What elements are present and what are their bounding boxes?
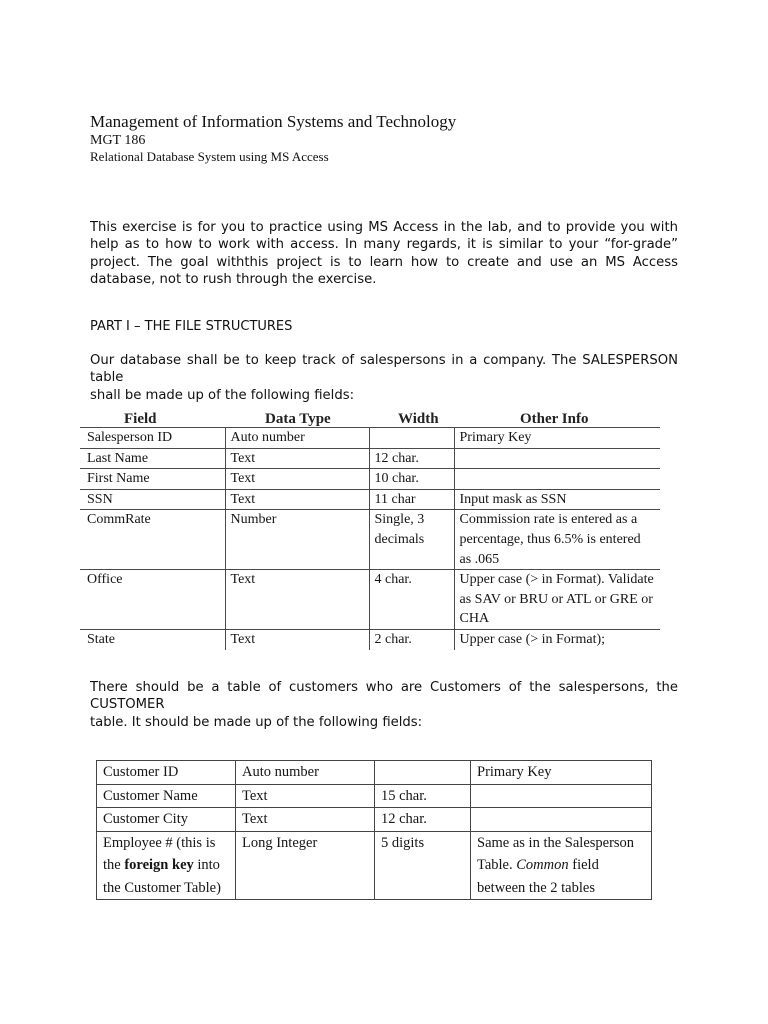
table-cell: 2 char.: [369, 629, 454, 649]
table-cell: Primary Key: [471, 761, 652, 785]
common-text-after: field between the 2 tables: [477, 857, 599, 896]
salesperson-intro-line1: Our database shall be to keep track of salespersons in a company. The SALESPERSON table: [90, 353, 678, 386]
table-cell: Upper case (> in Format). Validate as SAV or BRU or ATL or GRE or CHA: [454, 570, 660, 630]
table-cell: SSN: [80, 489, 225, 510]
table-cell: 5 digits: [375, 831, 471, 900]
customer-intro: [90, 679, 678, 731]
table-cell: 11 char: [369, 489, 454, 510]
table-cell: Text: [225, 570, 369, 630]
fk-text-after: into the Customer Table): [103, 857, 221, 896]
customer-intro-line1: There should be a table of customers who are Customers of the salespersons, the CUSTOMER: [90, 680, 678, 713]
table-cell: [454, 448, 660, 469]
table-cell: Text: [225, 469, 369, 490]
table-cell: Text: [236, 784, 375, 808]
customer-intro-line2: table. It should be made up of the following fields:: [90, 714, 423, 730]
table-cell: Commission rate is entered as a percentage, thus 6.5% is entered as .065: [454, 510, 660, 570]
table-cell: Upper case (> in Format);: [454, 629, 660, 649]
salesperson-table-container: [80, 400, 660, 650]
table-cell: Number: [225, 510, 369, 570]
table-cell: 10 char.: [369, 469, 454, 490]
fk-text-before: Employee # (this is the: [103, 834, 216, 873]
part-heading: PART I – THE FILE STRUCTURES: [90, 319, 293, 334]
table-cell: Long Integer: [236, 831, 375, 900]
table-cell: CommRate: [80, 510, 225, 570]
document-title: Management of Information Systems and Technology: [90, 112, 457, 131]
table-cell: Text: [225, 629, 369, 649]
table-cell: Auto number: [225, 428, 369, 449]
table-cell: 12 char.: [369, 448, 454, 469]
header-other-info: Other Info: [520, 411, 589, 426]
table-row: [97, 784, 652, 808]
intro-paragraph: This exercise is for you to practice using MS Access in the lab, and to provide you with help as to how to work with access. In many regards, it is similar to your “for-grade” project. The goal withthis project is to learn how to create and use an MS Access database, not to rush through the exercise.: [90, 220, 678, 287]
table-cell: Text: [236, 808, 375, 832]
header-width: Width: [398, 411, 439, 426]
customer-table: [96, 760, 652, 900]
table-cell: Auto number: [236, 761, 375, 785]
table-row: [80, 510, 660, 570]
table-cell: Last Name: [80, 448, 225, 469]
table-row: [97, 808, 652, 832]
table-cell: [375, 761, 471, 785]
header-field: Field: [124, 411, 157, 426]
table-row: [97, 831, 652, 900]
fk-bold-text: foreign key: [124, 857, 194, 873]
table-cell: Primary Key: [454, 428, 660, 449]
table-cell: Office: [80, 570, 225, 630]
table-cell: [454, 469, 660, 490]
table-row: [80, 629, 660, 649]
table-row: [97, 761, 652, 785]
salesperson-table-header: [80, 400, 660, 426]
table-row: [80, 448, 660, 469]
table-row: [80, 570, 660, 630]
table-cell: State: [80, 629, 225, 649]
header-data-type: Data Type: [265, 411, 331, 426]
table-cell: [471, 784, 652, 808]
table-cell-common-field: [471, 831, 652, 900]
table-row: [80, 469, 660, 490]
table-cell: Single, 3 decimals: [369, 510, 454, 570]
salesperson-intro: [90, 352, 678, 404]
common-italic-text: Common: [516, 857, 569, 873]
table-cell: 15 char.: [375, 784, 471, 808]
table-cell: Customer City: [97, 808, 236, 832]
table-row: [80, 489, 660, 510]
table-cell: 4 char.: [369, 570, 454, 630]
table-cell: Input mask as SSN: [454, 489, 660, 510]
table-cell: 12 char.: [375, 808, 471, 832]
table-cell: Customer ID: [97, 761, 236, 785]
table-cell: First Name: [80, 469, 225, 490]
table-cell: Salesperson ID: [80, 428, 225, 449]
salesperson-table: [80, 427, 660, 650]
document-subtitle: Relational Database System using MS Access: [90, 149, 329, 164]
common-text-before: Same as in the Salesperson Table.: [477, 834, 635, 873]
table-cell-foreign-key: [97, 831, 236, 900]
table-cell: [471, 808, 652, 832]
table-cell: [369, 428, 454, 449]
table-cell: Customer Name: [97, 784, 236, 808]
table-cell: Text: [225, 448, 369, 469]
table-row: [80, 428, 660, 449]
table-cell: Text: [225, 489, 369, 510]
course-code: MGT 186: [90, 133, 146, 148]
salesperson-intro-line2: shall be made up of the following fields:: [90, 387, 355, 403]
